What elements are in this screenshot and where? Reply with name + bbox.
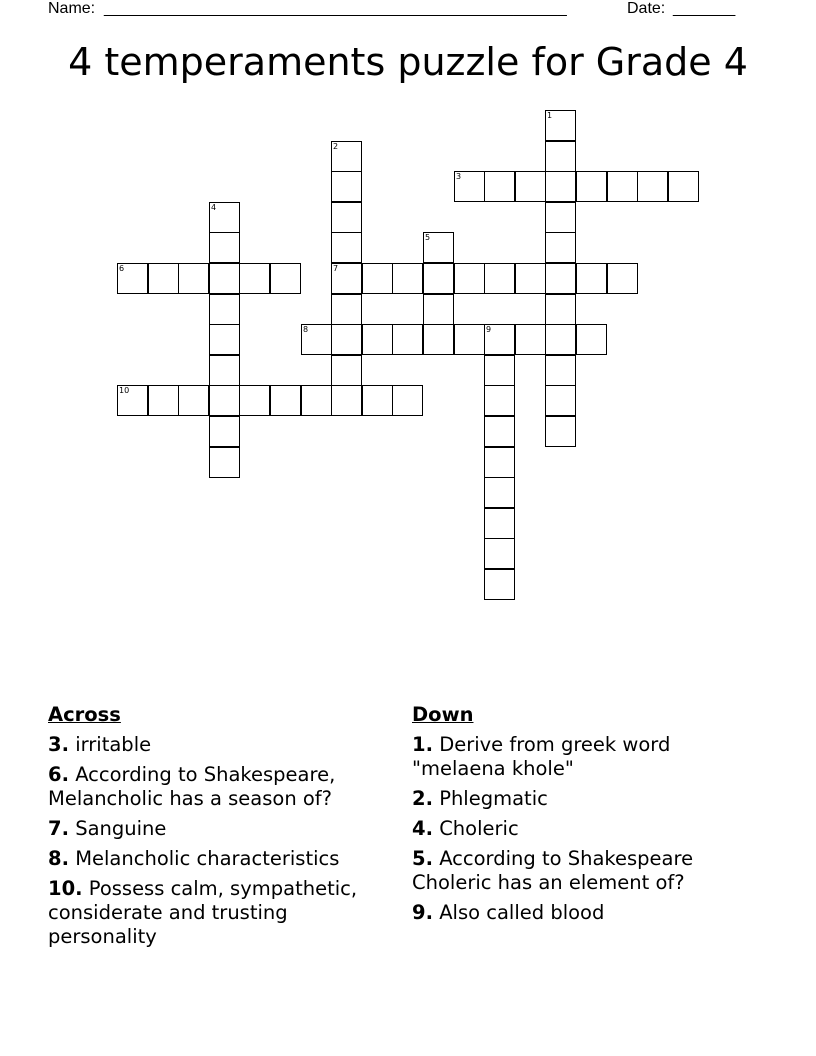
grid-cell[interactable] bbox=[362, 385, 393, 416]
grid-cell[interactable] bbox=[362, 324, 393, 355]
cell-number: 4 bbox=[211, 203, 217, 212]
down-clue bbox=[412, 817, 752, 841]
grid-cell[interactable] bbox=[209, 263, 240, 294]
grid-cell[interactable] bbox=[484, 263, 515, 294]
grid-cell[interactable] bbox=[392, 385, 423, 416]
grid-cell[interactable] bbox=[331, 202, 362, 233]
grid-cell[interactable] bbox=[270, 263, 301, 294]
clue-text: Choleric bbox=[439, 817, 519, 840]
grid-cell[interactable] bbox=[178, 385, 209, 416]
page-title: 4 temperaments puzzle for Grade 4 bbox=[68, 40, 748, 84]
clue-number: 8. bbox=[48, 847, 69, 870]
clue-text: Sanguine bbox=[75, 817, 167, 840]
grid-cell[interactable] bbox=[148, 385, 179, 416]
cell-number: 2 bbox=[333, 142, 339, 151]
grid-cell[interactable] bbox=[545, 202, 576, 233]
grid-cell[interactable] bbox=[515, 324, 546, 355]
clue-text: Phlegmatic bbox=[439, 787, 548, 810]
across-clue bbox=[48, 847, 398, 871]
grid-cell[interactable] bbox=[331, 263, 362, 294]
grid-cell[interactable] bbox=[484, 569, 515, 600]
grid-cell[interactable] bbox=[484, 447, 515, 478]
clue-text: According to Shakespeare Choleric has an element of? bbox=[412, 847, 694, 894]
grid-cell[interactable] bbox=[209, 355, 240, 386]
grid-cell[interactable] bbox=[331, 324, 362, 355]
grid-cell[interactable] bbox=[484, 355, 515, 386]
grid-cell[interactable] bbox=[484, 477, 515, 508]
grid-cell[interactable] bbox=[301, 385, 332, 416]
grid-cell[interactable] bbox=[484, 416, 515, 447]
grid-cell[interactable] bbox=[515, 171, 546, 202]
clue-number: 6. bbox=[48, 763, 69, 786]
grid-cell[interactable] bbox=[209, 232, 240, 263]
grid-cell[interactable] bbox=[239, 263, 270, 294]
grid-cell[interactable] bbox=[423, 232, 454, 263]
grid-cell[interactable] bbox=[637, 171, 668, 202]
grid-cell[interactable] bbox=[545, 324, 576, 355]
grid-cell[interactable] bbox=[576, 324, 607, 355]
across-clues bbox=[48, 703, 398, 955]
cell-number: 5 bbox=[425, 233, 431, 242]
date-label: Date: bbox=[627, 0, 666, 17]
clue-number: 7. bbox=[48, 817, 69, 840]
grid-cell[interactable] bbox=[484, 538, 515, 569]
grid-cell[interactable] bbox=[484, 171, 515, 202]
grid-cell[interactable] bbox=[331, 385, 362, 416]
grid-cell[interactable] bbox=[545, 110, 576, 141]
grid-cell[interactable] bbox=[454, 171, 485, 202]
grid-cell[interactable] bbox=[607, 263, 638, 294]
grid-cell[interactable] bbox=[484, 508, 515, 539]
clue-text: According to Shakespeare, Melancholic has a season of? bbox=[48, 763, 336, 810]
grid-cell[interactable] bbox=[362, 263, 393, 294]
clue-number: 9. bbox=[412, 901, 433, 924]
grid-cell[interactable] bbox=[545, 171, 576, 202]
down-clue bbox=[412, 733, 752, 781]
cell-number: 6 bbox=[119, 264, 125, 273]
date-field[interactable]: _______ bbox=[673, 0, 736, 17]
cell-number: 7 bbox=[333, 264, 339, 273]
cell-number: 3 bbox=[456, 172, 462, 181]
clue-number: 1. bbox=[412, 733, 433, 756]
clue-number: 10. bbox=[48, 877, 83, 900]
grid-cell[interactable] bbox=[484, 385, 515, 416]
clue-text: Derive from greek word "melaena khole" bbox=[412, 733, 671, 780]
clue-number: 3. bbox=[48, 733, 69, 756]
grid-cell[interactable] bbox=[209, 202, 240, 233]
down-clue bbox=[412, 901, 752, 925]
clue-text: Also called blood bbox=[439, 901, 605, 924]
grid-cell[interactable] bbox=[576, 263, 607, 294]
clue-text: Possess calm, sympathetic, considerate and trusting personality bbox=[48, 877, 358, 948]
down-clue bbox=[412, 847, 752, 895]
grid-cell[interactable] bbox=[209, 294, 240, 325]
across-clue bbox=[48, 733, 398, 757]
grid-cell[interactable] bbox=[545, 294, 576, 325]
clue-number: 4. bbox=[412, 817, 433, 840]
grid-cell[interactable] bbox=[117, 263, 148, 294]
grid-cell[interactable] bbox=[423, 263, 454, 294]
grid-cell[interactable] bbox=[117, 385, 148, 416]
down-heading: Down bbox=[412, 703, 474, 726]
grid-cell[interactable] bbox=[331, 141, 362, 172]
down-clue bbox=[412, 787, 752, 811]
grid-cell[interactable] bbox=[331, 232, 362, 263]
cell-number: 1 bbox=[547, 111, 553, 120]
name-field[interactable]: ____________________________________________________ bbox=[104, 0, 567, 17]
grid-cell[interactable] bbox=[392, 263, 423, 294]
grid-cell[interactable] bbox=[331, 294, 362, 325]
grid-cell[interactable] bbox=[545, 355, 576, 386]
grid-cell[interactable] bbox=[515, 263, 546, 294]
grid-cell[interactable] bbox=[576, 171, 607, 202]
across-clue bbox=[48, 877, 398, 949]
clue-text: irritable bbox=[75, 733, 152, 756]
grid-cell[interactable] bbox=[484, 324, 515, 355]
across-clue bbox=[48, 817, 398, 841]
grid-cell[interactable] bbox=[545, 141, 576, 172]
across-clue bbox=[48, 763, 398, 811]
across-clue-list bbox=[48, 733, 398, 949]
grid-cell[interactable] bbox=[331, 171, 362, 202]
grid-cell[interactable] bbox=[209, 447, 240, 478]
down-clue-list bbox=[412, 733, 752, 925]
grid-cell[interactable] bbox=[423, 324, 454, 355]
cell-number: 10 bbox=[119, 386, 130, 395]
grid-cell[interactable] bbox=[545, 416, 576, 447]
grid-cell[interactable] bbox=[545, 263, 576, 294]
cell-number: 9 bbox=[486, 325, 492, 334]
grid-cell[interactable] bbox=[209, 416, 240, 447]
grid-cell[interactable] bbox=[239, 385, 270, 416]
across-heading: Across bbox=[48, 703, 121, 726]
grid-cell[interactable] bbox=[209, 324, 240, 355]
clue-text: Melancholic characteristics bbox=[75, 847, 340, 870]
grid-cell[interactable] bbox=[301, 324, 332, 355]
grid-cell[interactable] bbox=[668, 171, 699, 202]
grid-cell[interactable] bbox=[148, 263, 179, 294]
down-clues bbox=[412, 703, 752, 931]
grid-cell[interactable] bbox=[545, 232, 576, 263]
grid-cell[interactable] bbox=[545, 385, 576, 416]
grid-cell[interactable] bbox=[209, 385, 240, 416]
cell-number: 8 bbox=[303, 325, 309, 334]
clue-number: 5. bbox=[412, 847, 433, 870]
grid-cell[interactable] bbox=[331, 355, 362, 386]
grid-cell[interactable] bbox=[178, 263, 209, 294]
grid-cell[interactable] bbox=[392, 324, 423, 355]
name-label: Name: bbox=[48, 0, 96, 17]
grid-cell[interactable] bbox=[423, 294, 454, 325]
grid-cell[interactable] bbox=[454, 324, 485, 355]
grid-cell[interactable] bbox=[454, 263, 485, 294]
clue-number: 2. bbox=[412, 787, 433, 810]
grid-cell[interactable] bbox=[607, 171, 638, 202]
grid-cell[interactable] bbox=[270, 385, 301, 416]
